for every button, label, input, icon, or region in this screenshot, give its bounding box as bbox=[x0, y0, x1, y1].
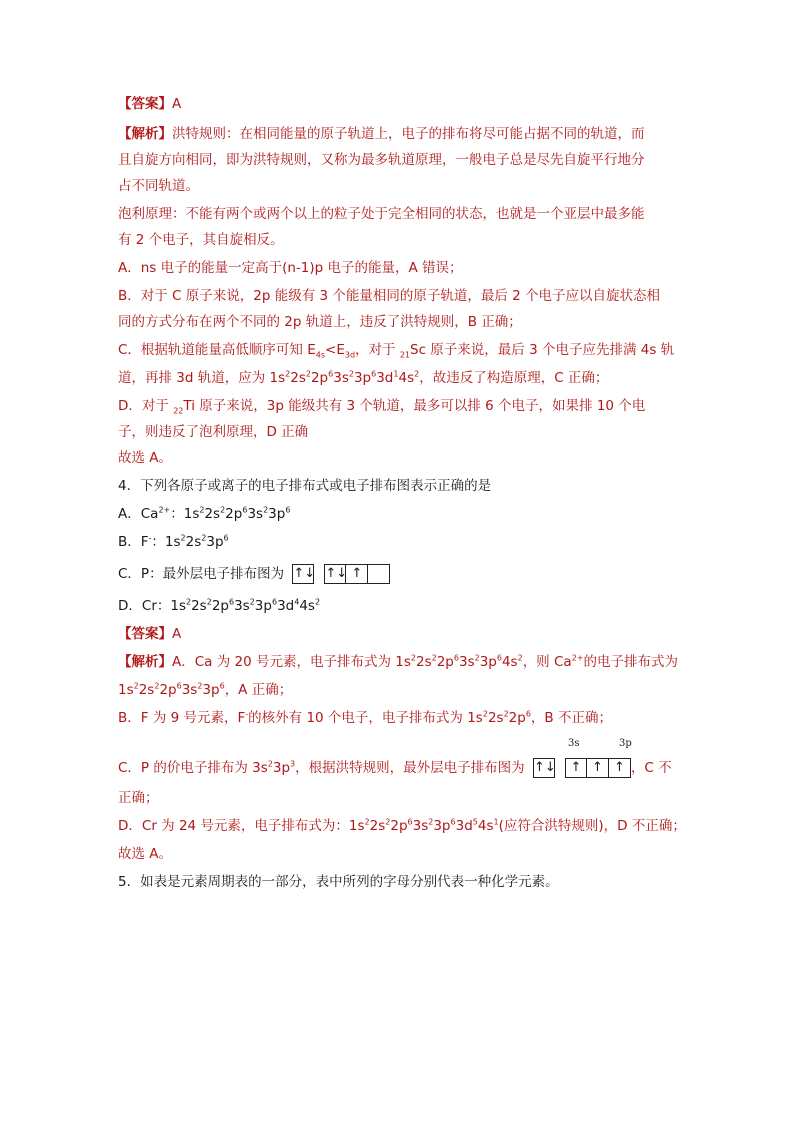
q3-option-c-line-1: C．根据轨道能量高低顺序可知 $E_{4s}<E_{3d}$，对于 $_{21}$Sc 原子来说，最后 3 个电子应先排满 4s 轨 bbox=[118, 342, 675, 360]
orbital-box: ↑↓ bbox=[292, 564, 314, 584]
q3-option-c-line-2: 道，再排 3d 轨道，应为 $1s^22s^22p^63s^23p^63d^14s^2$，故违反了构造原理，C 正确； bbox=[118, 369, 609, 386]
orbital-label-3p: 3p bbox=[619, 738, 632, 749]
q3-hund-line-2: 且自旋方向相同，即为洪特规则，又称为最多轨道原理，一般电子总是尽先自旋平行地分 bbox=[118, 152, 645, 168]
q4-explain-a-line-1: 【解析】A．Ca 为 20 号元素，电子排布式为 $1s^22s^22p^63s^23p^64s^2$，则 $Ca^{2+}$的电子排布式为 bbox=[118, 653, 678, 670]
q4-option-b: B．F-：$1s^22s^23p^6$ bbox=[118, 533, 229, 550]
q4-option-d: D．Cr：$1s^22s^22p^63s^23p^63d^44s^2$ bbox=[118, 597, 321, 614]
orbital-box: ↑ bbox=[565, 758, 587, 778]
orbital-box: ↑ bbox=[346, 564, 368, 584]
orbital-box: ↑ bbox=[587, 758, 609, 778]
q3-option-b-line-1: B．对于 C 原子来说，2p 能级有 3 个能量相同的原子轨道，最后 2 个电子应以自旋状态相 bbox=[118, 288, 661, 304]
q4-question: 4．下列各原子或离子的电子排布式或电子排布图表示正确的是 bbox=[118, 478, 492, 494]
q4-explain-c-line-1: C．P 的价电子排布为 $3s^23p^3$，根据洪特规则，最外层电子排布图为 ↑↓ ↑ ↑ ↑ ，C 不 bbox=[118, 759, 672, 776]
q4-explain-b: B．F 为 9 号元素，F-的核外有 10 个电子，电子排布式为 $1s^22s^22p^6$，B 不正确； bbox=[118, 709, 612, 726]
q3-pauli-line-1: 泡利原理：不能有两个或两个以上的粒子处于完全相同的状态，也就是一个亚层中最多能 bbox=[118, 206, 645, 222]
q3-option-b-line-2: 同的方式分布在两个不同的 2p 轨道上，违反了洪特规则，B 正确； bbox=[118, 314, 522, 330]
q3-option-d-line-1: D．对于 $_{22}$Ti 原子来说，3p 能级共有 3 个轨道，最多可以排 6 个电子，如果排 10 个电 bbox=[118, 398, 646, 416]
q4-explain-c-line-2: 正确； bbox=[118, 790, 159, 806]
q3-option-d-line-2: 子，则违反了泡利原理，D 正确 bbox=[118, 424, 309, 440]
q4-explain-a-line-2: $1s^22s^22p^63s^23p^6$，A 正确； bbox=[118, 681, 293, 698]
orbital-diagram-explain bbox=[533, 758, 631, 778]
orbital-label-3s: 3s bbox=[568, 738, 580, 749]
q4-choose: 故选 A。 bbox=[118, 846, 173, 862]
q4-explain-d: D．Cr 为 24 号元素，电子排布式为：$1s^22s^22p^63s^23p^63d^54s^1$(应符合洪特规则)，D 不正确； bbox=[118, 817, 686, 834]
q3-option-a: A．ns 电子的能量一定高于(n-1)p 电子的能量，A 错误； bbox=[118, 260, 463, 276]
q3-hund-line-3: 占不同轨道。 bbox=[118, 178, 199, 194]
orbital-diagram-c bbox=[292, 564, 390, 584]
orbital-box: ↑↓ bbox=[533, 758, 555, 778]
q3-choose: 故选 A。 bbox=[118, 450, 173, 466]
q3-answer: 【答案】A bbox=[118, 96, 182, 112]
orbital-box: ↑↓ bbox=[324, 564, 346, 584]
orbital-box bbox=[368, 564, 390, 584]
q4-option-a: A．$Ca^{2+}$：$1s^22s^22p^63s^23p^6$ bbox=[118, 505, 291, 522]
q3-hund-line-1: 【解析】洪特规则：在相同能量的原子轨道上，电子的排布将尽可能占据不同的轨道，而 bbox=[118, 126, 645, 142]
orbital-box: ↑ bbox=[609, 758, 631, 778]
q3-pauli-line-2: 有 2 个电子，其自旋相反。 bbox=[118, 232, 284, 248]
q4-option-c: C．P：最外层电子排布图为 ↑↓ ↑↓ ↑ bbox=[118, 564, 390, 584]
q5-question: 5．如表是元素周期表的一部分，表中所列的字母分别代表一种化学元素。 bbox=[118, 874, 559, 890]
q4-answer: 【答案】A bbox=[118, 626, 182, 642]
